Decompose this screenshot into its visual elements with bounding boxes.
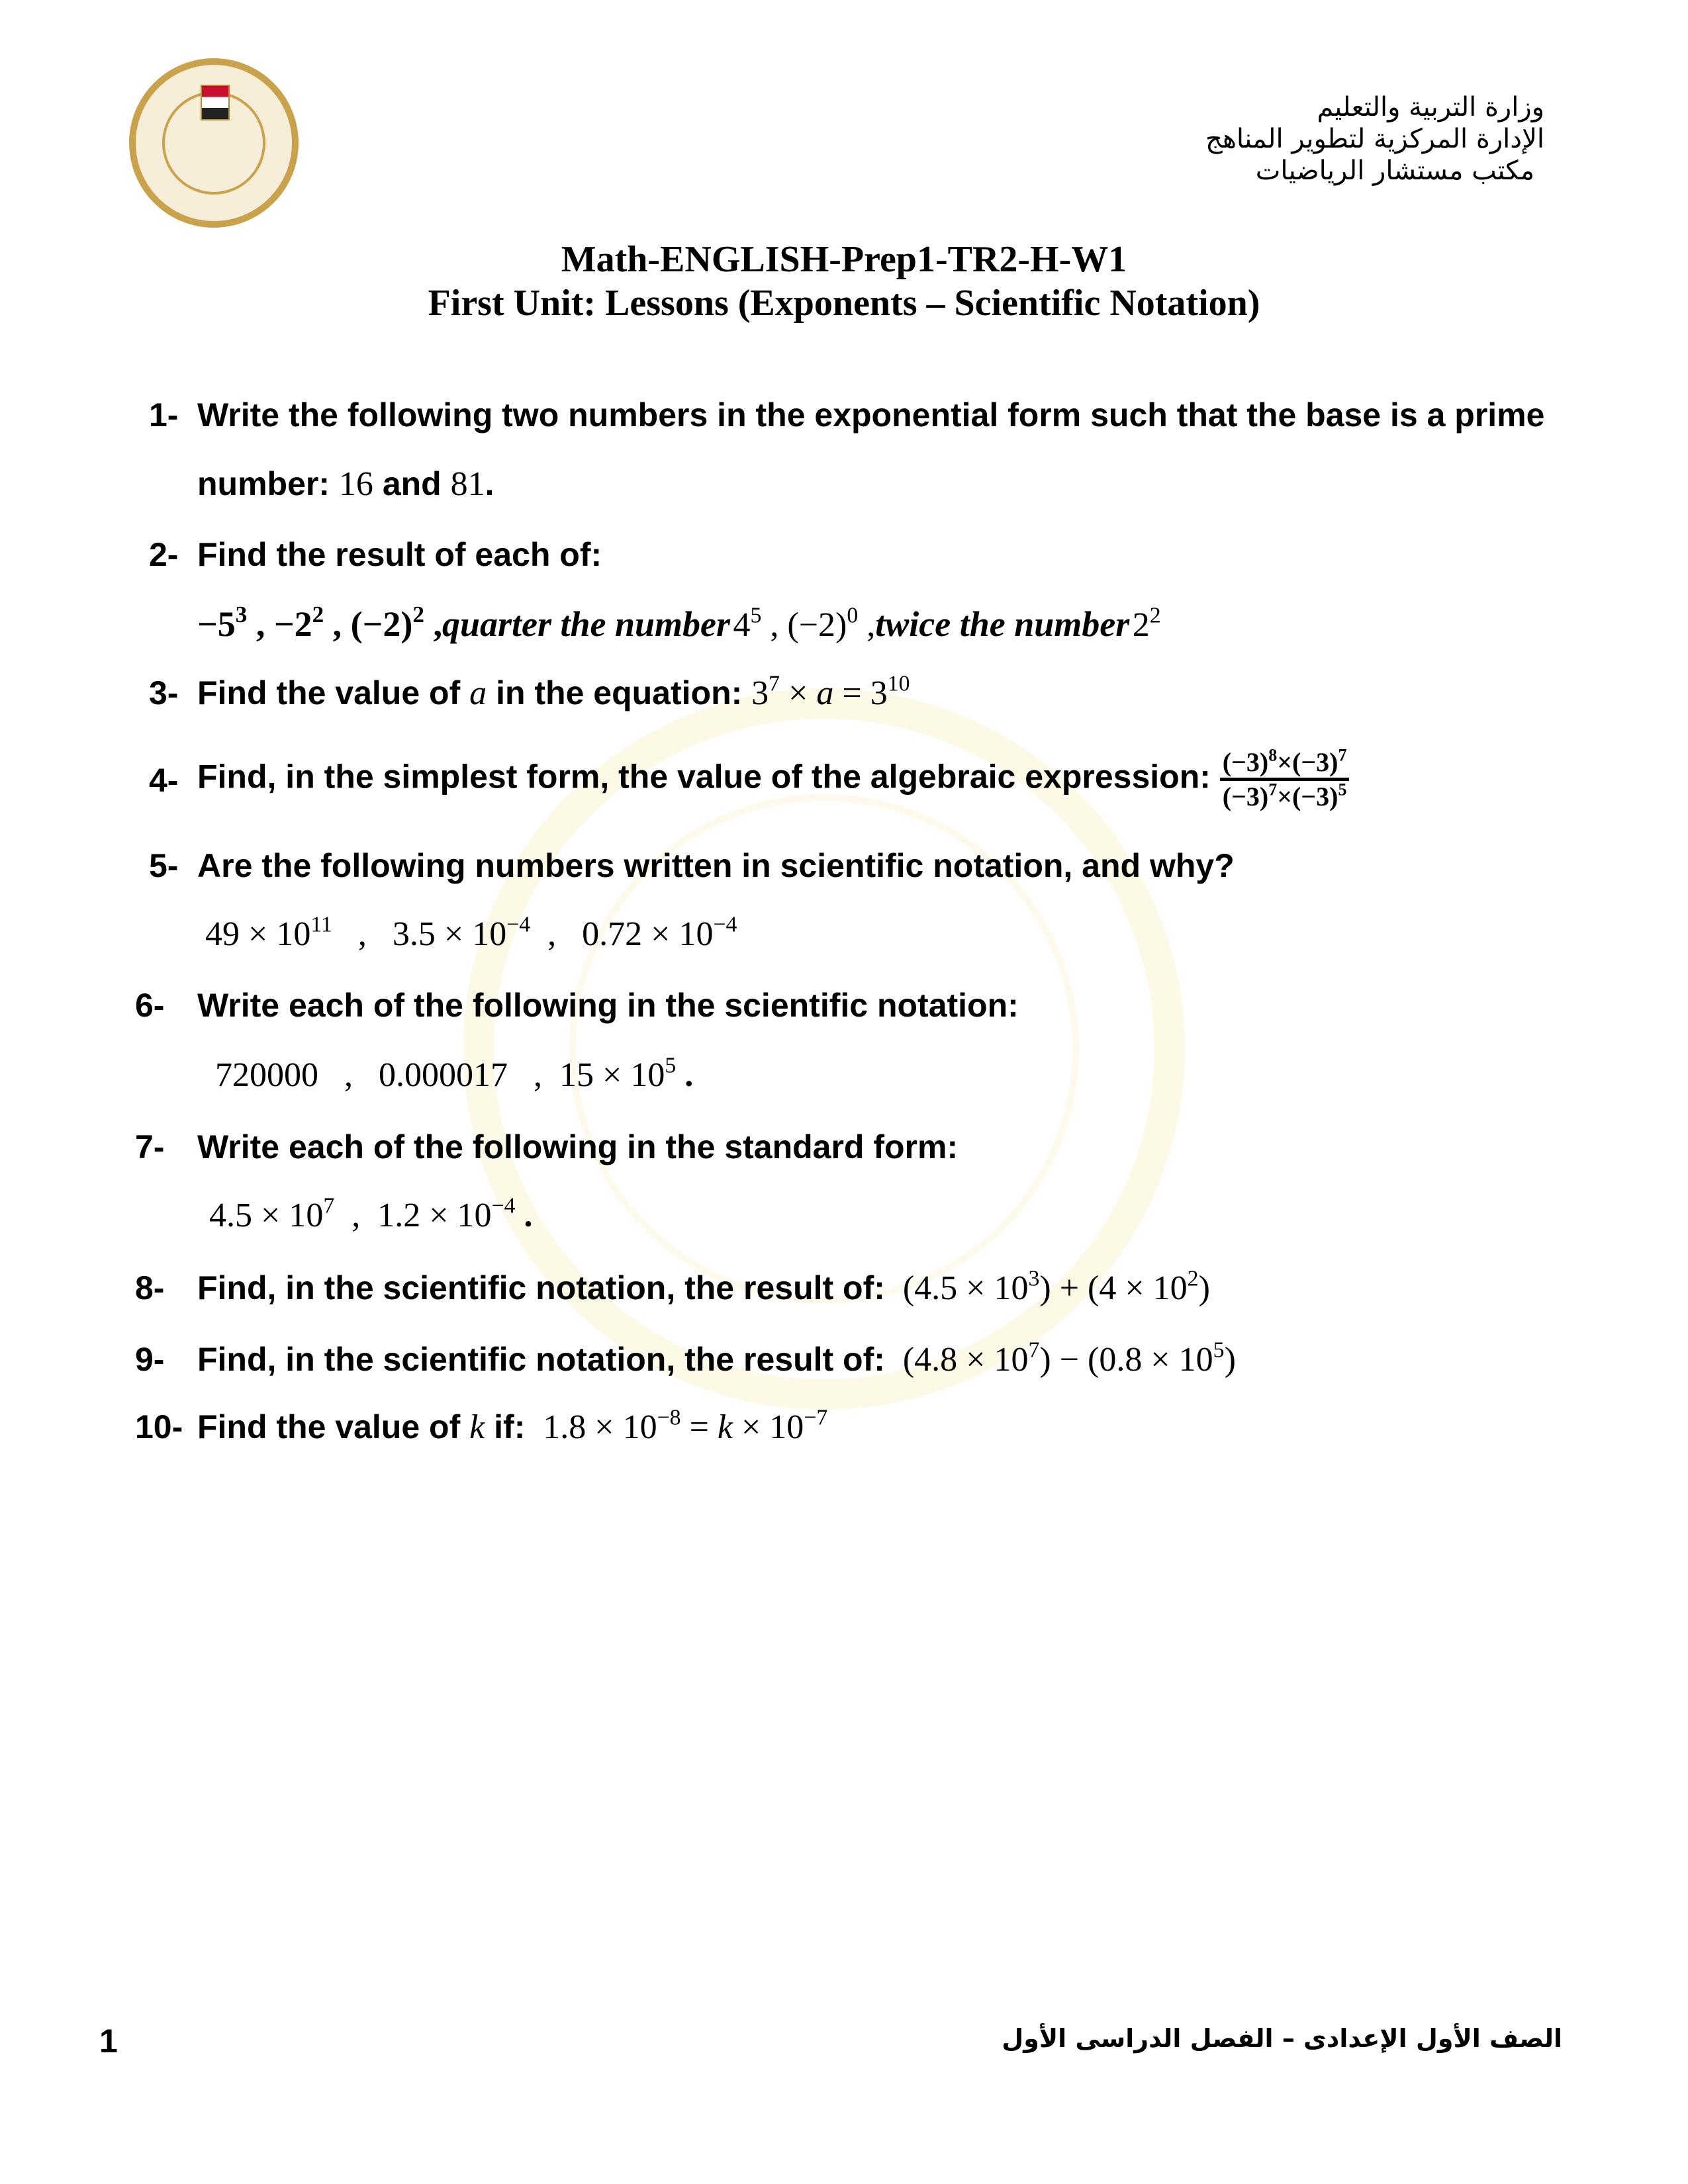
logo-flag-emblem xyxy=(201,85,230,120)
q7-number: 7- xyxy=(135,1128,165,1165)
q1-value-1: 16 xyxy=(338,465,373,503)
q2-quarter-text: quarter the number xyxy=(442,604,731,644)
q5-values: $49 \times 10^{11}$ , $3.5 \times 10^{-4}$ , $0.72 \times 10^{-4}$ xyxy=(205,912,737,953)
q2-twice-text: twice the number xyxy=(875,604,1130,644)
q4-text: Find, in the simplest form, the value of the algebraic expression: $\frac{(-3)^8\times(-3)^7}{(-3)^7\times(-3)^5}$ xyxy=(197,747,1349,812)
q7-text: Write each of the following in the standard form: xyxy=(197,1128,959,1165)
q9-number: 9- xyxy=(135,1341,165,1378)
q6-number: 6- xyxy=(135,987,165,1024)
q3-text: Find the value of a in the equation: $3^7 \times a = 3^{10}$ xyxy=(197,671,910,712)
document-subtitle: First Unit: Lessons (Exponents – Scientific Notation) xyxy=(428,283,1260,324)
q2-expression: $-5^3$ , $-2^2$ , $(-2)^2$ ,quarter the number $4^5$ , $(-2)^0$ ,twice the number $2^2$ xyxy=(197,601,1161,644)
q6-values: 720000 , 0.000017 , $15 \times 10^5$ . xyxy=(215,1053,694,1094)
q10-text: Find the value of k if: $1.8 \times 10^{-8} = k \times 10^{-7}$ xyxy=(197,1405,828,1446)
q3-number: 3- xyxy=(149,674,179,711)
q5-number: 5- xyxy=(149,847,179,884)
q8-text: Find, in the scientific notation, the result of: $(4.5 \times 10^3) + (4 \times 10^2)$ xyxy=(197,1266,1210,1307)
page-number: 1 xyxy=(99,2023,118,2060)
q1-label: number: xyxy=(197,465,330,502)
q4-fraction: $\frac{(-3)^8\times(-3)^7}{(-3)^7\times(-3)^5}$ xyxy=(1220,747,1350,812)
q1-number: 1- xyxy=(149,396,179,433)
document-title: Math-ENGLISH-Prep1-TR2-H-W1 xyxy=(561,239,1127,280)
q5-text: Are the following numbers written in scientific notation, and why? xyxy=(197,847,1235,884)
q1-text: Write the following two numbers in the exponential form such that the base is a prime xyxy=(197,396,1545,433)
q4-number: 4- xyxy=(149,762,179,799)
header-arabic-line-2: الإدارة المركزية لتطوير المناهج xyxy=(1205,124,1544,154)
q1-and: and xyxy=(382,465,442,502)
q6-text: Write each of the following in the scientific notation: xyxy=(197,987,1019,1024)
header-arabic-line-3: مكتب مستشار الرياضيات xyxy=(1255,156,1534,186)
q2-text: Find the result of each of: xyxy=(197,536,602,573)
q1-value-2: 81 xyxy=(450,465,485,503)
q7-values: $4.5 \times 10^7$ , $1.2 \times 10^{-4}$ . xyxy=(209,1193,533,1234)
footer-arabic: الصف الأول الإعدادى – الفصل الدراسى الأول xyxy=(1002,2024,1562,2053)
q9-text: Find, in the scientific notation, the result of: $(4.8 \times 10^7) - (0.8 \times 10^5)$ xyxy=(197,1338,1236,1379)
header-arabic-line-1: وزارة التربية والتعليم xyxy=(1317,92,1544,122)
q2-number: 2- xyxy=(149,536,179,573)
q1-line2: number: 16 and 81. xyxy=(197,465,494,503)
ministry-logo xyxy=(129,58,299,228)
q8-number: 8- xyxy=(135,1269,165,1306)
q10-number: 10- xyxy=(135,1408,183,1445)
